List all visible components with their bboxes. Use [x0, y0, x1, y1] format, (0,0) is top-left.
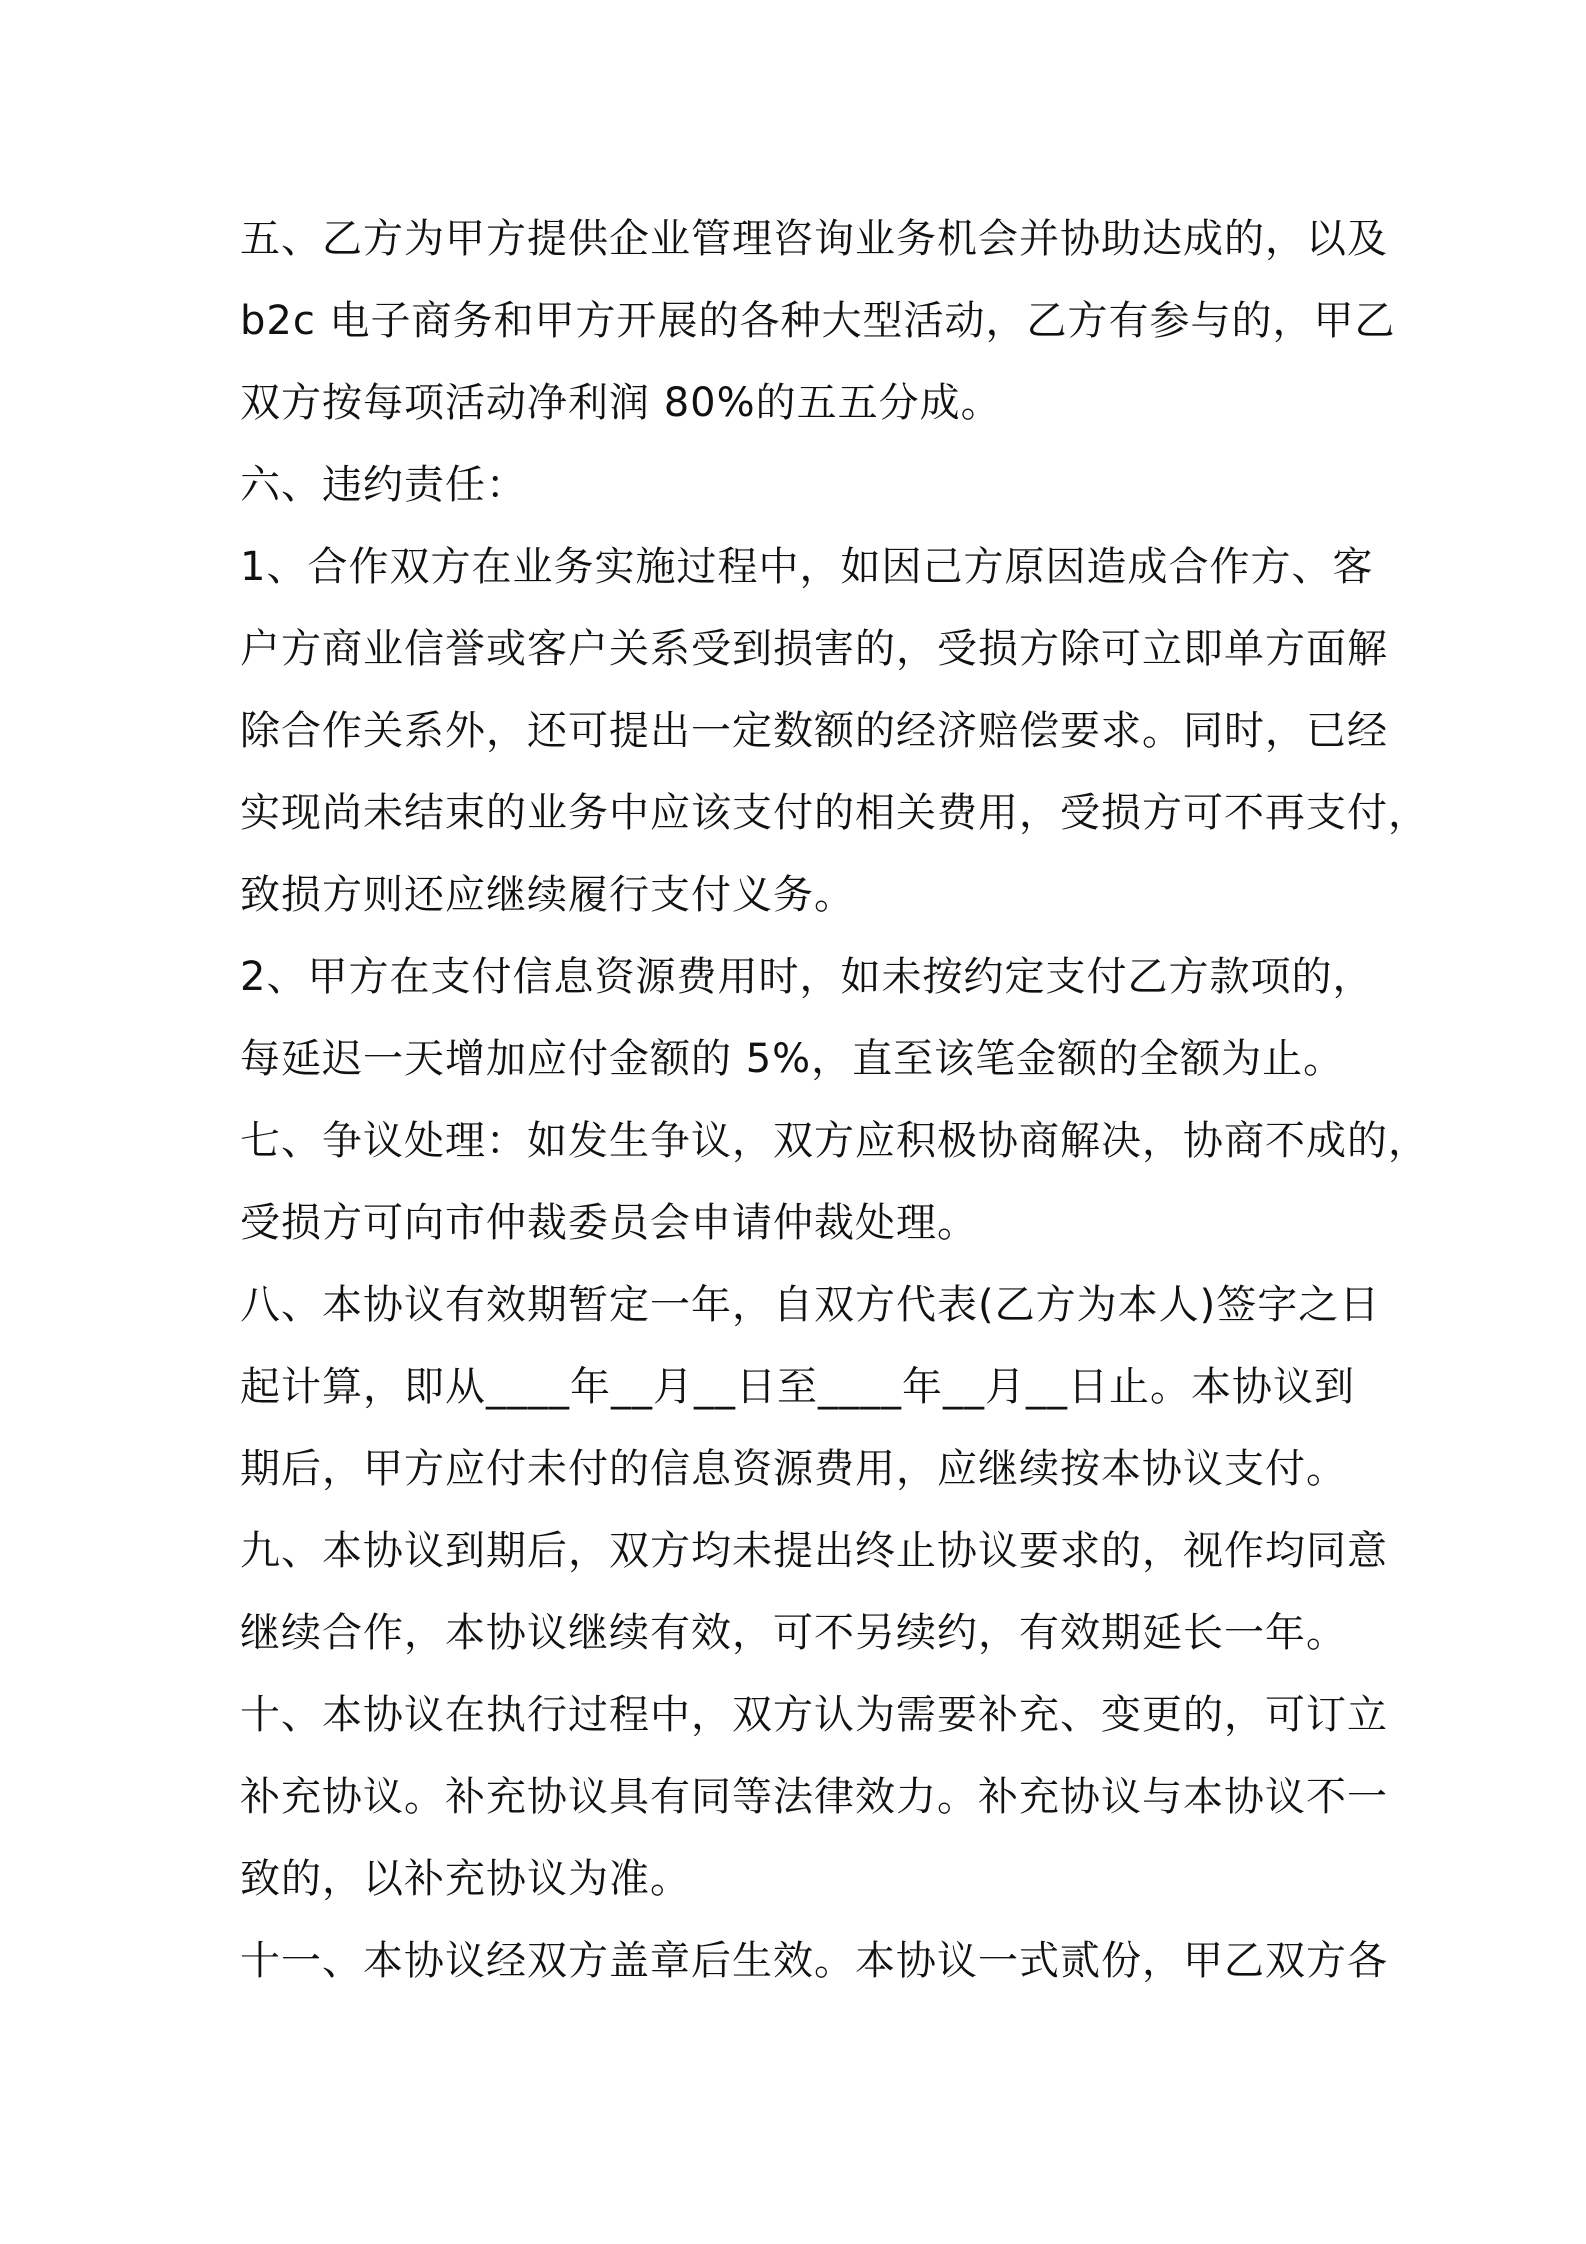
clause-10-line-1: 十、本协议在执行过程中，双方认为需要补充、变更的，可订立 — [240, 1692, 1388, 1738]
clause-10-line-2: 补充协议。补充协议具有同等法律效力。补充协议与本协议不一 — [240, 1774, 1388, 1820]
clause-6-item-1-line-2: 户方商业信誉或客户关系受到损害的，受损方除可立即单方面解 — [240, 626, 1388, 672]
clause-8 — [240, 1264, 1381, 1510]
clause-8-line-2: 起计算，即从____年__月__日至____年__月__日止。本协议到 — [240, 1364, 1355, 1410]
clause-5 — [240, 198, 1396, 444]
clause-6-item-1-line-3: 除合作关系外，还可提出一定数额的经济赔偿要求。同时，已经 — [240, 708, 1388, 754]
clause-6-item-1-line-5: 致损方则还应继续履行支付义务。 — [240, 872, 855, 918]
clause-6-item-2 — [240, 936, 1374, 1100]
clause-6-heading — [240, 444, 1352, 526]
clause-6-item-2-line-2: 每延迟一天增加应付金额的 5%，直至该笔金额的全额为止。 — [240, 1036, 1345, 1082]
clause-10 — [240, 1674, 1388, 1920]
clause-11-line-1: 十一、本协议经双方盖章后生效。本协议一式贰份，甲乙双方各 — [240, 1938, 1388, 1984]
clause-9 — [240, 1510, 1388, 1674]
clause-9-line-1: 九、本协议到期后，双方均未提出终止协议要求的，视作均同意 — [240, 1528, 1388, 1574]
clause-5-line-1: 五、乙方为甲方提供企业管理咨询业务机会并协助达成的，以及 — [240, 216, 1388, 262]
clause-11 — [240, 1920, 1388, 2002]
clause-10-line-3: 致的，以补充协议为准。 — [240, 1856, 691, 1902]
clause-6-item-1-line-4: 实现尚未结束的业务中应该支付的相关费用，受损方可不再支付， — [240, 790, 1429, 836]
clause-8-line-1: 八、本协议有效期暂定一年，自双方代表(乙方为本人)签字之日 — [240, 1282, 1381, 1328]
clause-7 — [240, 1100, 1429, 1264]
clause-7-line-1: 七、争议处理：如发生争议，双方应积极协商解决，协商不成的， — [240, 1118, 1429, 1164]
clause-7-line-2: 受损方可向市仲裁委员会申请仲裁处理。 — [240, 1200, 978, 1246]
clause-6-item-1-line-1: 1、合作双方在业务实施过程中，如因己方原因造成合作方、客 — [240, 544, 1374, 590]
document-body — [240, 198, 1429, 2002]
clause-5-line-3: 双方按每项活动净利润 80%的五五分成。 — [240, 380, 1002, 426]
clause-6-item-1 — [240, 526, 1429, 936]
clause-6-item-2-line-1: 2、甲方在支付信息资源费用时，如未按约定支付乙方款项的， — [240, 954, 1374, 1000]
clause-8-line-3: 期后，甲方应付未付的信息资源费用，应继续按本协议支付。 — [240, 1446, 1347, 1492]
clause-5-line-2: b2c 电子商务和甲方开展的各种大型活动，乙方有参与的，甲乙 — [240, 298, 1396, 344]
clause-6-heading-line: 六、违约责任： — [240, 462, 527, 508]
clause-9-line-2: 继续合作，本协议继续有效，可不另续约，有效期延长一年。 — [240, 1610, 1347, 1656]
